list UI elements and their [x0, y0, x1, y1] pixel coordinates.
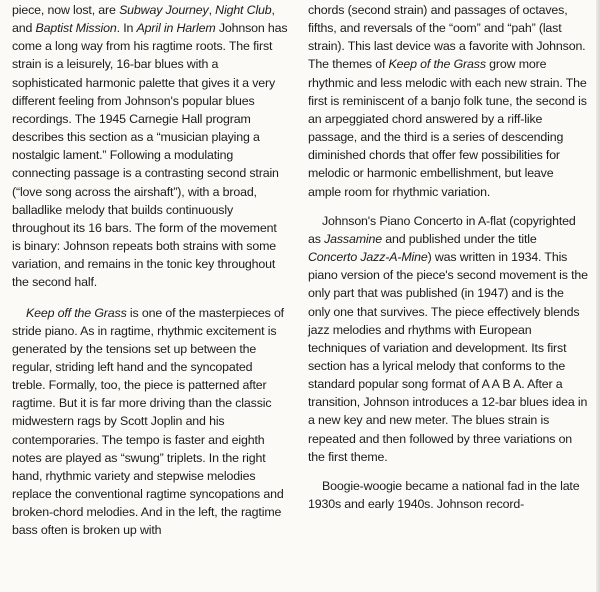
- text-run: piece, now lost, are: [12, 3, 120, 17]
- text-run: . In: [116, 21, 137, 36]
- title-april-in-harlem: April in Harlem: [136, 21, 216, 36]
- text-run: Johnson has come a long way from his ragtime roots. The first strain is a leisurely, 16-bar blues with a sophisticated harmonic palette that gives it a very different feeling from Johnson's popular blues recordings. The 1945 Carnegie Hall program describes this section as a “musician playing a nostalgic lament.” Following a modulating connecting passage is a contrasting second strain (“love song across the airshaft”), with a broad, balladlike melody that builds continuously throughout its 16 bars. The form of the movement is binary: Johnson repeats both strains with some variation, and remains in the tonic key throughout the second half.: [12, 21, 288, 290]
- text-run: Boogie-woogie became a national fad in the late 1930s and early 1940s. Johnson record-: [308, 478, 580, 512]
- text-run: , and: [12, 3, 275, 36]
- text-run: ,: [208, 3, 216, 17]
- paragraph-boogie-woogie: [308, 477, 588, 513]
- paragraph-april-in-harlem: [12, 1, 288, 292]
- left-column: [12, 0, 288, 540]
- title-jassamine: Jassamine: [324, 231, 382, 246]
- page-edge: [596, 0, 600, 592]
- paragraph-keep-off-the-grass: [12, 304, 288, 540]
- text-run: chords (second strain) and passages of octaves, fifths, and reversals of the “oom” and “pah” (last strain). This last device was a favorite with Johnson. The themes of: [308, 3, 586, 72]
- title-concerto-jazz-a-mine: Concerto Jazz-A-Mine: [308, 250, 428, 265]
- title-keep-of-the-grass: Keep of the Grass: [388, 57, 486, 72]
- right-column: [308, 0, 588, 513]
- title-night-club: Night Club: [215, 3, 272, 17]
- text-run: is one of the masterpieces of stride piano. As in ragtime, rhythmic excitement is generated by the tensions set up between the regular, striding left hand and the syncopated treble. Formally, too, the piece is patterned after ragtime. But it is far more driving than the classic midwestern rags by Scott Joplin and his contemporaries. The tempo is faster and eighth notes are played as “swung” triplets. In the right hand, rhythmic variety and stepwise melodies replace the conventional ragtime syncopations and broken-chord melodies. And in the left, the ragtime bass often is broken up with: [12, 305, 284, 538]
- title-keep-off-the-grass: Keep off the Grass: [26, 305, 127, 320]
- text-run: Johnson's Piano Concerto in A-flat (copyrighted as: [308, 213, 576, 246]
- paragraph-piano-concerto: [308, 212, 588, 466]
- title-baptist-mission: Baptist Mission: [35, 21, 117, 36]
- paragraph-keep-off-the-grass-cont: [308, 1, 588, 201]
- text-run: and published under the title: [381, 231, 537, 246]
- text-run: grow more rhythmic and less melodic with each new strain. The first is reminiscent of a banjo folk tune, the second is an arpeggiated chord answered by a riff-like passage, and the third is a series of descending diminished chords that offer few possibilities for melodic or harmonic embellishment, but leave ample room for rhythmic variation.: [308, 57, 587, 199]
- text-run: ) was written in 1934. This piano version of the piece's second movement is the only part that was published (in 1947) and is the only one that survives. The piece effectively blends jazz melodies and rhythms with European techniques of variation and development. Its first section has a lyrical melody that conforms to the standard popular song format of A A B A. After a transition, Johnson introduces a 12-bar blues idea in a new key and new meter. The blues strain is repeated and then followed by three variations on the first theme.: [308, 250, 588, 464]
- title-subway-journey: Subway Journey: [119, 3, 209, 17]
